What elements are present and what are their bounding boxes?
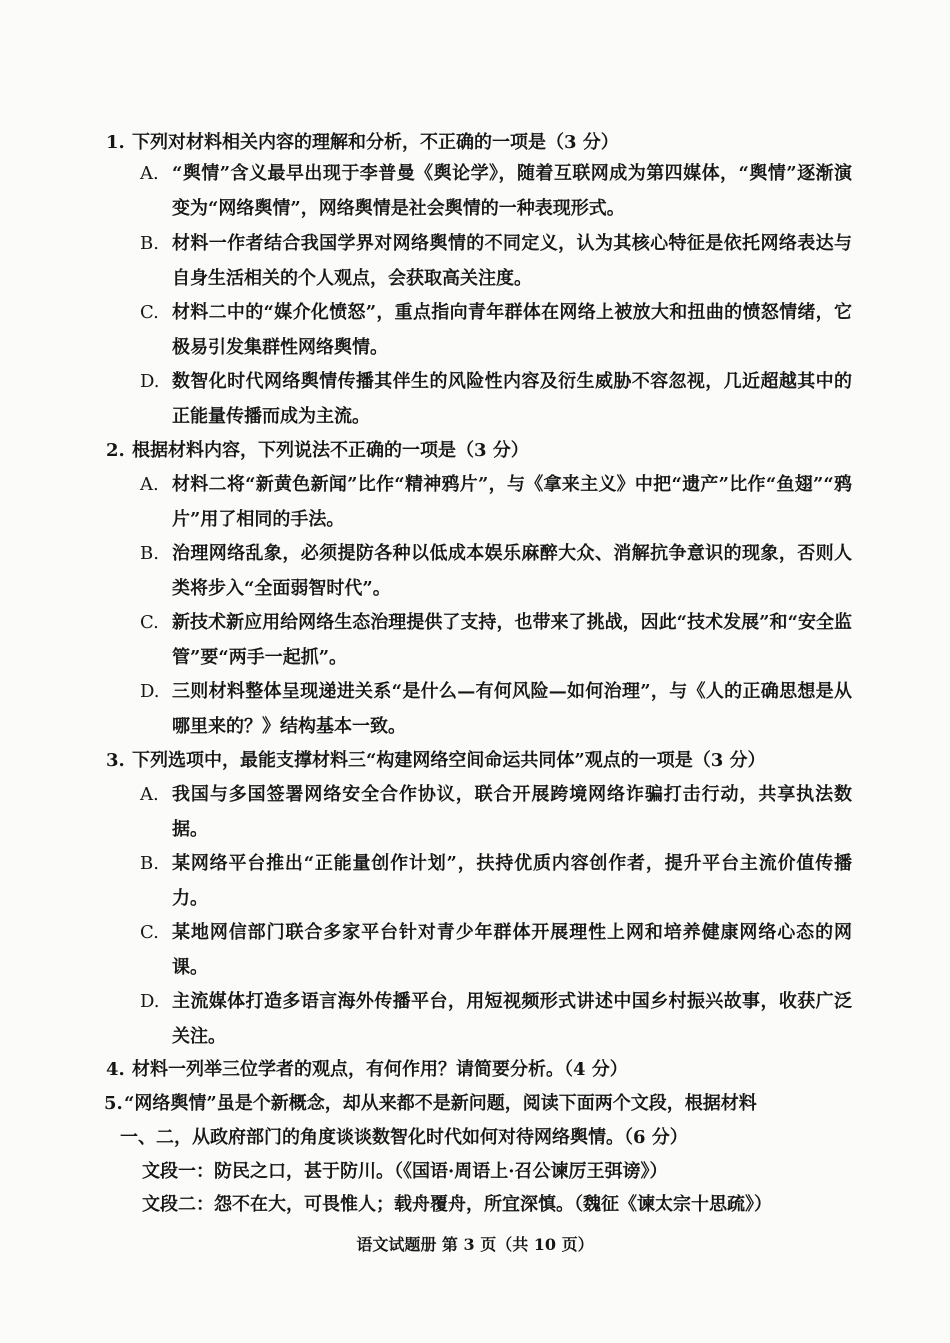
option-letter: B. (140, 233, 159, 254)
q1-option-d (140, 364, 852, 434)
option-text: 材料二将“新黄色新闻”比作“精神鸦片”，与《拿来主义》中把“遗产”比作“鱼翅”“鸦片”用了相同的手法。 (172, 474, 852, 530)
question-3 (106, 749, 851, 773)
option-letter: C. (140, 612, 159, 633)
option-letter: C. (140, 302, 159, 323)
option-letter: C. (140, 922, 159, 943)
q3-option-d (140, 984, 852, 1054)
option-letter: A. (140, 784, 159, 805)
passage-1: 文段一：防民之口，甚于防川。（《国语·周语上·召公谏厉王弭谤》） (142, 1161, 668, 1182)
option-text: 三则材料整体呈现递进关系“是什么—有何风险—如何治理”，与《人的正确思想是从哪里来的？》结构基本一致。 (172, 681, 852, 737)
question-1 (106, 131, 851, 155)
question-stem: 下列选项中，最能支撑材料三“构建网络空间命运共同体”观点的一项是（3 分） (132, 750, 766, 771)
question-number: 5. (104, 1093, 123, 1114)
option-letter: B. (140, 543, 159, 564)
q2-option-b (140, 536, 852, 606)
question-4 (106, 1058, 851, 1082)
q3-option-c (140, 915, 852, 985)
page-footer: 语文试题册 第 3 页（共 10 页） (356, 1235, 594, 1254)
q2-option-c (140, 605, 852, 675)
question-number: 4. (106, 1059, 125, 1080)
q1-option-c (140, 295, 852, 365)
q3-option-a (140, 777, 852, 847)
q1-option-b (140, 226, 852, 296)
option-text: 新技术新应用给网络生态治理提供了支持，也带来了挑战，因此“技术发展”和“安全监管”要“两手一起抓”。 (172, 612, 852, 668)
q3-option-b (140, 846, 852, 916)
option-letter: A. (140, 474, 159, 495)
passage-2: 文段二：怨不在大，可畏惟人；载舟覆舟，所宜深慎。（魏征《谏太宗十思疏》） (142, 1194, 772, 1215)
question-stem: 下列对材料相关内容的理解和分析，不正确的一项是（3 分） (132, 132, 619, 153)
question-stem: “网络舆情”虽是个新概念，却从来都不是新问题，阅读下面两个文段，根据材料 (124, 1093, 757, 1114)
question-stem: 材料一列举三位学者的观点，有何作用？请简要分析。（4 分） (132, 1059, 628, 1080)
option-letter: D. (140, 991, 160, 1012)
option-letter: D. (140, 681, 160, 702)
question-5 (104, 1092, 849, 1116)
option-letter: B. (140, 853, 159, 874)
question-5-continuation: 一、二，从政府部门的角度谈谈数智化时代如何对待网络舆情。（6 分） (120, 1127, 688, 1148)
option-text: 数智化时代网络舆情传播其伴生的风险性内容及衍生威胁不容忽视，几近超越其中的正能量传播而成为主流。 (172, 371, 852, 427)
option-text: “舆情”含义最早出现于李普曼《舆论学》，随着互联网成为第四媒体，“舆情”逐渐演变为“网络舆情”，网络舆情是社会舆情的一种表现形式。 (172, 163, 852, 219)
option-letter: A. (140, 163, 159, 184)
option-text: 我国与多国签署网络安全合作协议，联合开展跨境网络诈骗打击行动，共享执法数据。 (172, 784, 852, 840)
question-number: 2. (106, 440, 125, 461)
option-text: 治理网络乱象，必须提防各种以低成本娱乐麻醉大众、消解抗争意识的现象，否则人类将步入“全面弱智时代”。 (172, 543, 852, 599)
option-text: 主流媒体打造多语言海外传播平台，用短视频形式讲述中国乡村振兴故事，收获广泛关注。 (172, 991, 852, 1047)
option-text: 材料一作者结合我国学界对网络舆情的不同定义，认为其核心特征是依托网络表达与自身生活相关的个人观点，会获取高关注度。 (172, 233, 852, 289)
question-stem: 根据材料内容，下列说法不正确的一项是（3 分） (132, 440, 529, 461)
q2-option-a (140, 467, 852, 537)
option-text: 某地网信部门联合多家平台针对青少年群体开展理性上网和培养健康网络心态的网课。 (172, 922, 852, 978)
q1-option-a (140, 156, 852, 226)
question-number: 1. (106, 132, 125, 153)
option-text: 材料二中的“媒介化愤怒”，重点指向青年群体在网络上被放大和扭曲的愤怒情绪，它极易引发集群性网络舆情。 (172, 302, 852, 358)
question-number: 3. (106, 750, 125, 771)
option-letter: D. (140, 371, 160, 392)
question-2 (106, 439, 851, 463)
option-text: 某网络平台推出“正能量创作计划”，扶持优质内容创作者，提升平台主流价值传播力。 (172, 853, 852, 909)
q2-option-d (140, 674, 852, 744)
